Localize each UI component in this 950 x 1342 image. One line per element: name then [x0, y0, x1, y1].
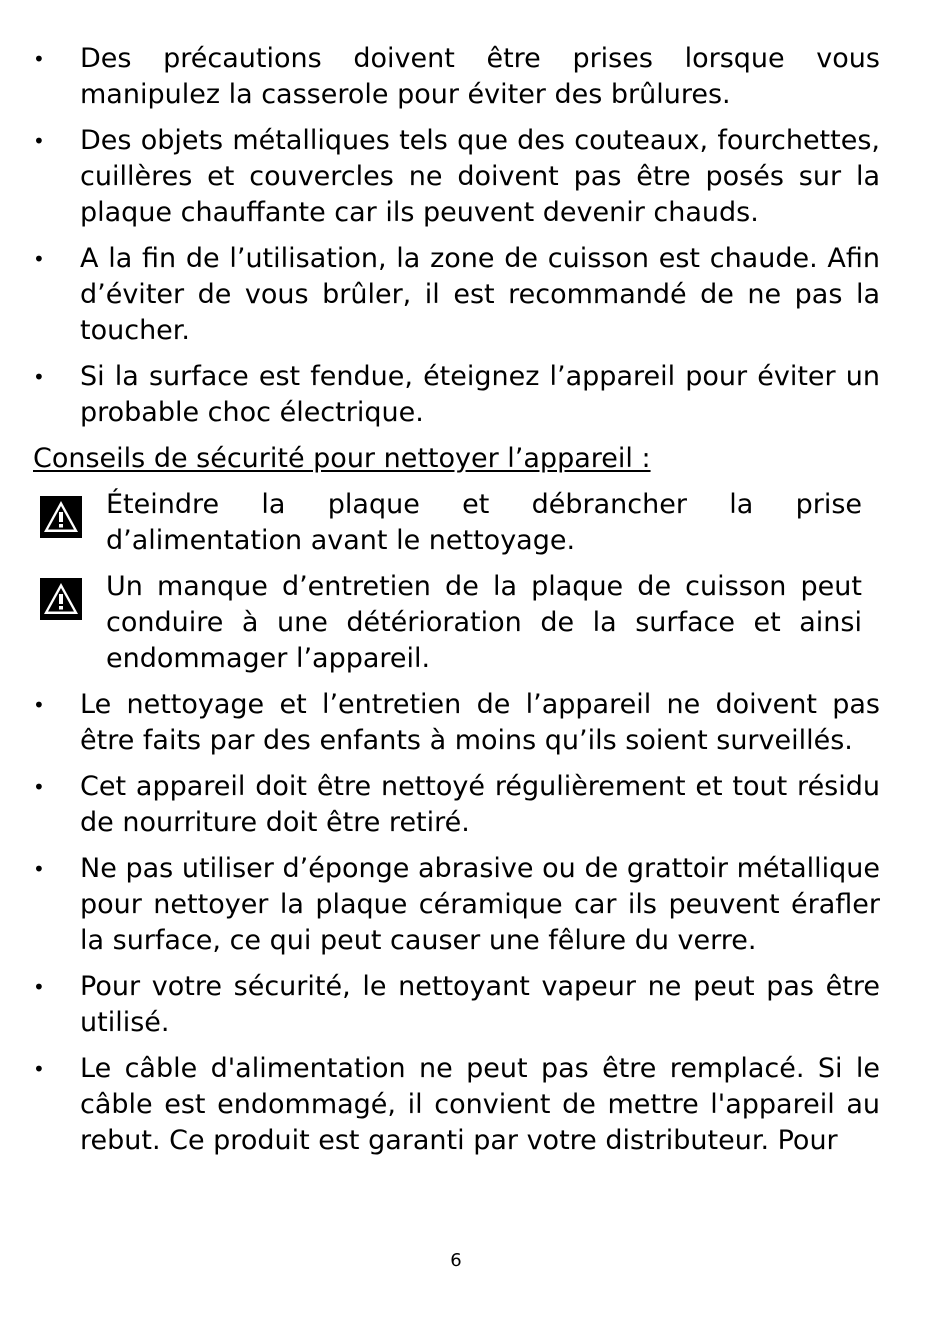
list-item: [0, 359, 950, 431]
bullet-marker: •: [33, 129, 45, 153]
list-item-text: Le câble d'alimentation ne peut pas être remplacé. Si le câble est endommagé, il convient de mettre l'appareil au rebut. Ce produit est garanti par votre distributeur. Pour: [80, 1053, 880, 1156]
list-item: [0, 851, 950, 959]
list-item: [0, 1051, 950, 1159]
bullet-marker: •: [33, 857, 45, 881]
bullet-marker: •: [33, 365, 45, 389]
list-item: [0, 123, 950, 231]
list-item-text: Si la surface est fendue, éteignez l’appareil pour éviter un probable choc électrique.: [80, 361, 880, 428]
cleaning-bullet-list: [0, 687, 950, 1169]
list-item-text: A la fin de l’utilisation, la zone de cuisson est chaude. Afin d’éviter de vous brûler, il est recommandé de ne pas la toucher.: [80, 243, 880, 346]
safety-bullet-list: [0, 41, 950, 441]
list-item-text: Ne pas utiliser d’éponge abrasive ou de grattoir métallique pour nettoyer la plaque céramique car ils peuvent érafler la surface, ce qui peut causer une fêlure du verre.: [80, 853, 880, 956]
list-item: [0, 41, 950, 113]
list-item-text: Des objets métalliques tels que des couteaux, fourchettes, cuillères et couvercles ne doivent pas être posés sur la plaque chauffante car ils peuvent devenir chauds.: [80, 125, 880, 228]
bullet-marker: •: [33, 1057, 45, 1081]
list-item: [0, 241, 950, 349]
section-heading: Conseils de sécurité pour nettoyer l’appareil :: [33, 443, 651, 474]
warning-text: Un manque d’entretien de la plaque de cuisson peut conduire à une détérioration de la surface et ainsi endommager l’appareil.: [106, 571, 862, 674]
bullet-marker: •: [33, 47, 45, 71]
warning-triangle-icon: [40, 578, 82, 620]
bullet-marker: •: [33, 975, 45, 999]
list-item-text: Cet appareil doit être nettoyé régulièrement et tout résidu de nourriture doit être retiré.: [80, 771, 880, 838]
bullet-marker: •: [33, 775, 45, 799]
list-item: [0, 687, 950, 759]
warning-triangle-icon: [40, 496, 82, 538]
bullet-marker: •: [33, 693, 45, 717]
list-item-text: Le nettoyage et l’entretien de l’appareil ne doivent pas être faits par des enfants à moins qu’ils soient surveillés.: [80, 689, 880, 756]
list-item-text: Des précautions doivent être prises lorsque vous manipulez la casserole pour éviter des brûlures.: [80, 43, 880, 110]
page-number: 6: [450, 1250, 462, 1271]
list-item-text: Pour votre sécurité, le nettoyant vapeur ne peut pas être utilisé.: [80, 971, 880, 1038]
bullet-marker: •: [33, 247, 45, 271]
list-item: [0, 769, 950, 841]
warning-text: Éteindre la plaque et débrancher la prise d’alimentation avant le nettoyage.: [106, 489, 862, 556]
list-item: [0, 969, 950, 1041]
